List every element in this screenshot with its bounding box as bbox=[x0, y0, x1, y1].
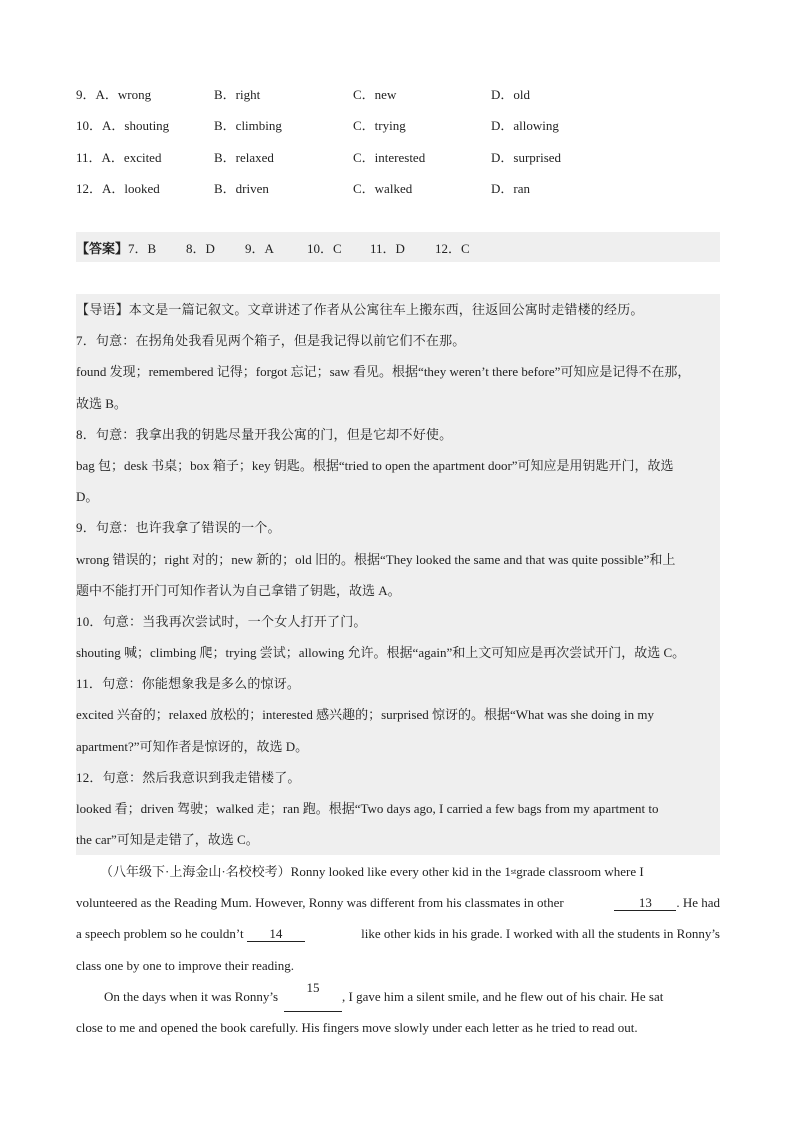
option-b: B．relaxed bbox=[214, 149, 274, 165]
option-c: C．interested bbox=[353, 149, 426, 165]
analysis-line: shouting 喊；climbing 爬；trying 尝试；allowing 允许。根据“again”和上文可知应是再次尝试开门，故选 C。 bbox=[76, 637, 720, 668]
analysis-line: 【导语】本文是一篇记叙文。文章讲述了作者从公寓往车上搬东西，往返回公寓时走错楼的经历。 bbox=[76, 294, 720, 325]
answer-heading: 【答案】 bbox=[76, 240, 129, 256]
passage-source: （八年级下·上海金山·名校校考） bbox=[100, 864, 291, 879]
blank-13[interactable]: 13 bbox=[614, 896, 676, 911]
analysis-line: looked 看；driven 驾驶；walked 走；ran 跑。根据“Two days ago, I carried a few bags from my apartment to bbox=[76, 793, 720, 824]
options-list bbox=[76, 78, 716, 203]
option-c: C．walked bbox=[353, 181, 413, 197]
option-a: 12．A．looked bbox=[76, 181, 160, 197]
analysis-section bbox=[76, 294, 720, 855]
option-row bbox=[76, 78, 716, 109]
answer-item: 9．A bbox=[245, 240, 274, 256]
analysis-line: excited 兴奋的；relaxed 放松的；interested 感兴趣的；surprised 惊讶的。根据“What was she doing in my bbox=[76, 699, 720, 730]
analysis-line: apartment?”可知作者是惊讶的，故选 D。 bbox=[76, 731, 720, 762]
answer-box bbox=[76, 232, 720, 262]
analysis-line: 故选 B。 bbox=[76, 388, 720, 419]
option-c: C．new bbox=[353, 87, 397, 103]
analysis-line: wrong 错误的；right 对的；new 新的；old 旧的。根据“They looked the same and that was quite possible”和上 bbox=[76, 544, 720, 575]
analysis-line: 8．句意：我拿出我的钥匙尽量开我公寓的门，但是它却不好使。 bbox=[76, 419, 720, 450]
passage-line: volunteered as the Reading Mum. However, Ronny was different from his classmates in other 13 . He had bbox=[76, 895, 720, 911]
option-d: D．allowing bbox=[491, 118, 559, 134]
option-a: 10．A．shouting bbox=[76, 118, 170, 134]
passage-line: class one by one to improve their reading. bbox=[76, 957, 295, 973]
analysis-line: bag 包；desk 书桌；box 箱子；key 钥匙。根据“tried to open the apartment door”可知应是用钥匙开门，故选 bbox=[76, 450, 720, 481]
option-b: B．driven bbox=[214, 181, 269, 197]
passage-line: On the days when it was Ronny’s 15 , I gave him a silent smile, and he flew out of his chair. He sat bbox=[76, 981, 720, 1012]
answer-item: 8．D bbox=[186, 240, 215, 256]
option-b: B．climbing bbox=[214, 118, 282, 134]
answer-item: 11．D bbox=[370, 240, 405, 256]
analysis-line: 7．句意：在拐角处我看见两个箱子，但是我记得以前它们不在那。 bbox=[76, 325, 720, 356]
option-d: D．ran bbox=[491, 181, 530, 197]
passage-line: a speech problem so he couldn’t 14 like other kids in his grade. I worked with all the students in Ronny’s bbox=[76, 926, 720, 942]
option-d: D．old bbox=[491, 87, 531, 103]
analysis-line: 11．句意：你能想象我是多么的惊讶。 bbox=[76, 668, 720, 699]
analysis-line: D。 bbox=[76, 481, 720, 512]
option-b: B．right bbox=[214, 87, 261, 103]
option-d: D．surprised bbox=[491, 149, 562, 165]
blank-15[interactable]: 15 bbox=[284, 981, 342, 1012]
analysis-line: found 发现；remembered 记得；forgot 忘记；saw 看见。根据“they weren’t there before”可知应是记得不在那， bbox=[76, 356, 720, 387]
analysis-line: 题中不能打开门可知作者认为自己拿错了钥匙，故选 A。 bbox=[76, 575, 720, 606]
analysis-line: 10．句意：当我再次尝试时，一个女人打开了门。 bbox=[76, 606, 720, 637]
passage-line: （八年级下·上海金山·名校校考） Ronny looked like every other kid in the 1 st grade classroom where I bbox=[76, 856, 720, 887]
option-row bbox=[76, 141, 716, 172]
option-a: 9．A．wrong bbox=[76, 87, 152, 103]
option-c: C．trying bbox=[353, 118, 406, 134]
answer-item: 12．C bbox=[435, 240, 470, 256]
answer-item: 10．C bbox=[307, 240, 342, 256]
passage bbox=[76, 856, 720, 1043]
answer-item: 7．B bbox=[128, 240, 157, 256]
analysis-line: the car”可知是走错了，故选 C。 bbox=[76, 824, 720, 855]
option-row bbox=[76, 172, 716, 203]
option-row bbox=[76, 109, 716, 140]
analysis-line: 12．句意：然后我意识到我走错楼了。 bbox=[76, 762, 720, 793]
option-a: 11．A．excited bbox=[76, 149, 162, 165]
passage-line: close to me and opened the book carefully. His fingers move slowly under each letter as he tried to read out. bbox=[76, 1019, 638, 1035]
blank-14[interactable]: 14 bbox=[247, 927, 305, 942]
analysis-line: 9．句意：也许我拿了错误的一个。 bbox=[76, 512, 720, 543]
